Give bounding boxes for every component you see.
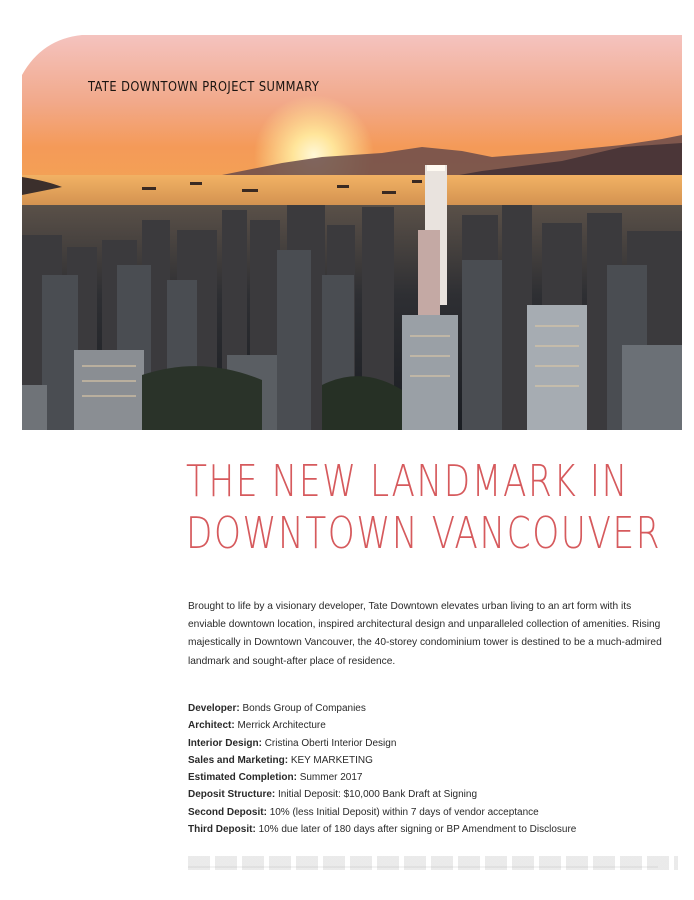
detail-value: 10% (less Initial Deposit) within 7 days of vendor acceptance [269, 806, 539, 818]
detail-label: Deposit Structure: [188, 789, 276, 801]
detail-third-deposit [188, 821, 666, 838]
detail-value: Summer 2017 [299, 772, 363, 784]
detail-label: Interior Design: [188, 737, 262, 749]
detail-value: Merrick Architecture [237, 720, 326, 732]
detail-developer [188, 700, 666, 717]
detail-label: Third Deposit: [188, 824, 256, 836]
headline-line-2: DOWNTOWN VANCOUVER [186, 508, 662, 559]
detail-label: Estimated Completion: [188, 772, 297, 784]
faded-disclaimer-line [188, 866, 658, 868]
detail-label: Second Deposit: [188, 806, 267, 818]
detail-value: Bonds Group of Companies [242, 703, 366, 714]
detail-value: Cristina Oberti Interior Design [264, 737, 397, 749]
detail-sales-marketing [188, 752, 666, 769]
detail-architect [188, 717, 666, 734]
detail-completion [188, 769, 666, 786]
headline-line-1: THE NEW LANDMARK IN [186, 456, 629, 507]
detail-second-deposit [188, 804, 666, 821]
detail-value: 10% due later of 180 days after signing or BP Amendment to Disclosure [258, 824, 577, 836]
detail-label: Architect: [188, 720, 235, 732]
detail-label: Developer: [188, 703, 240, 714]
detail-value: Initial Deposit: $10,000 Bank Draft at Signing [278, 789, 478, 801]
detail-value: KEY MARKETING [290, 754, 373, 766]
detail-interior-design [188, 735, 666, 752]
photo-caption: TATE DOWNTOWN PROJECT SUMMARY [88, 80, 320, 95]
page-title [186, 456, 662, 560]
detail-deposit-structure [188, 786, 666, 803]
project-details-list [188, 700, 666, 838]
intro-paragraph: Brought to life by a visionary developer, Tate Downtown elevates urban living to an art form with its enviable downtown location, inspired architectural design and unparalleled collection of amenities. Rising majestically in Downtown Vancouver, the 40-storey condominium tower is destined to be a much-admired landmark and sought-after place of residence. [188, 601, 662, 667]
detail-label: Sales and Marketing: [188, 754, 289, 766]
